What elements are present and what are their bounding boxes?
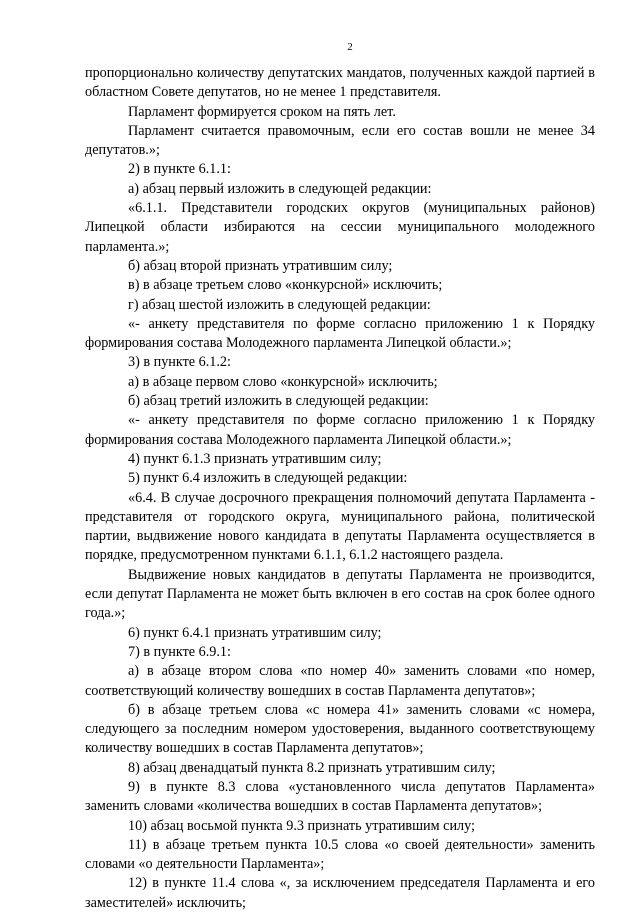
paragraph: б) абзац третий изложить в следующей редакции: <box>128 393 429 410</box>
paragraph: а) абзац первый изложить в следующей редакции: <box>128 180 432 197</box>
page-number: 2 <box>347 41 353 53</box>
paragraph: б) абзац второй признать утратившим силу; <box>128 257 393 274</box>
paragraph: Парламент считается правомочным, если его состав вошли не менее 34 депутатов.»; <box>85 122 595 159</box>
paragraph: 10) абзац восьмой пункта 9.3 признать утратившим силу; <box>128 817 475 834</box>
paragraph: «- анкету представителя по форме согласно приложению 1 к Порядку формирования состава Молодежного парламента Липецкой области.»; <box>85 315 595 352</box>
paragraph: «- анкету представителя по форме согласно приложению 1 к Порядку формирования состава Молодежного парламента Липецкой области.»; <box>85 412 595 448</box>
document-body <box>85 64 595 913</box>
paragraph: 6) пункт 6.4.1 признать утратившим силу; <box>128 624 382 641</box>
paragraph: Парламент формируется сроком на пять лет. <box>128 103 396 120</box>
paragraph: 12) в пункте 11.4 слова «, за исключением председателя Парламента и его заместителей» исключить; <box>85 875 595 911</box>
paragraph: г) абзац шестой изложить в следующей редакции: <box>128 296 431 313</box>
paragraph: 7) в пункте 6.9.1: <box>128 643 231 660</box>
paragraph: а) в абзаце втором слова «по номер 40» заменить словами «по номер, соответствующий количеству вошедших в состав Парламента депутатов»; <box>85 663 595 699</box>
paragraph: 8) абзац двенадцатый пункта 8.2 признать утратившим силу; <box>128 759 496 776</box>
paragraph: а) в абзаце первом слово «конкурсной» исключить; <box>128 373 438 390</box>
paragraph: 11) в абзаце третьем пункта 10.5 слова «о своей деятельности» заменить словами «о деятельности Парламента»; <box>85 836 595 873</box>
paragraph: 3) в пункте 6.1.2: <box>128 354 231 371</box>
paragraph: б) в абзаце третьем слова «с номера 41» заменить словами «с номера, следующего за последним номером удостоверения, выданного соответствующему количеству вошедших в состав Парламента депутатов»; <box>85 701 595 757</box>
paragraph: «6.1.1. Представители городских округов (муниципальных районов) Липецкой области избираются на сессии муниципального молодежного парламента.»; <box>85 200 595 255</box>
paragraph: в) в абзаце третьем слово «конкурсной» исключить; <box>128 277 443 294</box>
paragraph: «6.4. В случае досрочного прекращения полномочий депутата Парламента - представителя от городского округа, муниципального района, политической партии, выдвижение нового кандидата в депутаты Парламента осуществляется в порядке, предусмотренном пунктами 6.1.1, 6.1.2 настоящего раздела. <box>85 489 595 564</box>
paragraph: 4) пункт 6.1.3 признать утратившим силу; <box>128 450 382 467</box>
paragraph: пропорционально количеству депутатских мандатов, полученных каждой партией в областном Совете депутатов, но не менее 1 представителя. <box>85 65 595 101</box>
paragraph: Выдвижение новых кандидатов в депутаты Парламента не производится, если депутат Парламента не может быть включен в его состав на срок более одного года.»; <box>85 566 595 622</box>
paragraph: 9) в пункте 8.3 слова «установленного числа депутатов Парламента» заменить словами «количества вошедших в состав Парламента депутатов»; <box>85 778 595 815</box>
paragraph: 2) в пункте 6.1.1: <box>128 161 231 178</box>
paragraph: 5) пункт 6.4 изложить в следующей редакции: <box>128 470 408 487</box>
